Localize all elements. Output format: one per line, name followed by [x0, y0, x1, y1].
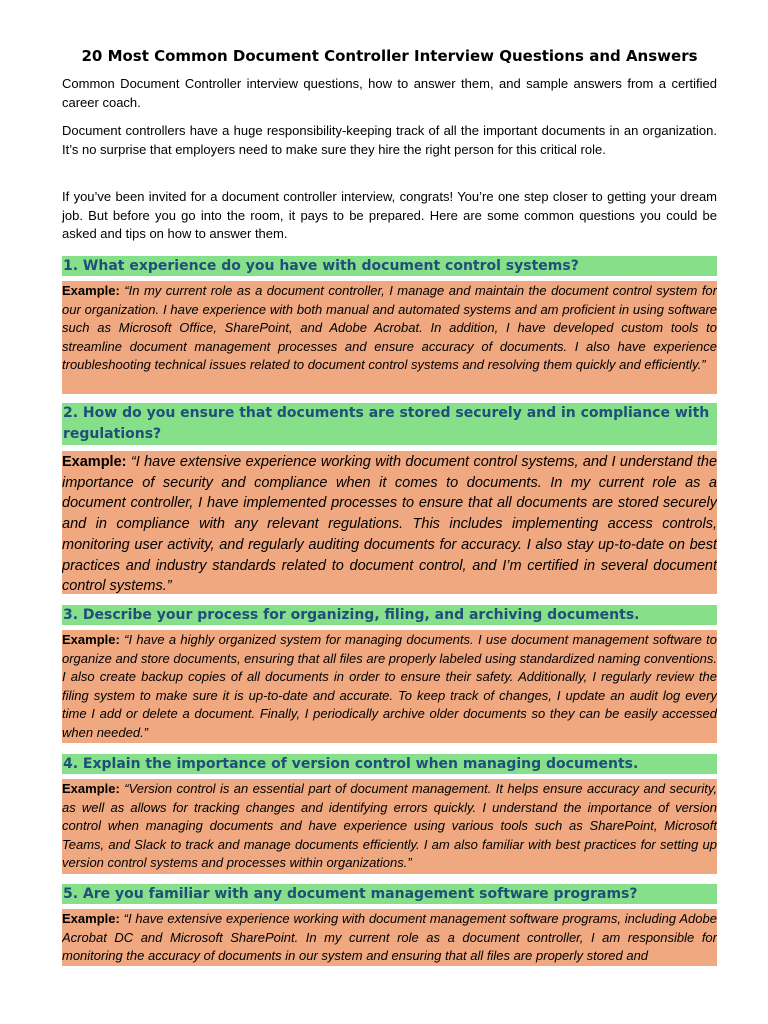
answer-text: “I have extensive experience working with document management software programs, including Adobe Acrobat DC and Microsoft SharePoint. In my current role as a document controller, I am responsible for monitoring the accuracy of documents in our system and ensuring that all files are properly stored and: [62, 911, 717, 964]
intro-paragraph-3: If you’ve been invited for a document controller interview, congrats! You’re one step closer to getting your dream job. But before you go into the room, it pays to be prepared. Here are some common questions you could be asked and tips on how to answer them.: [62, 189, 717, 241]
question-heading-1: 1. What experience do you have with document control systems?: [62, 256, 717, 276]
question-heading-3: 3. Describe your process for organizing, filing, and archiving documents.: [62, 605, 717, 625]
question-heading-5: 5. Are you familiar with any document management software programs?: [62, 884, 717, 904]
answer-text: “I have a highly organized system for managing documents. I use document management software to organize and store documents, ensuring that all files are properly labeled using standardized naming conventions. I also create backup copies of all documents in order to ensure their safety. Additionally, I regularly review the filing system to make sure it is up-to-date and accurate. To keep track of changes, I update an audit log every time I add or delete a document. Finally, I periodically archive older documents so they can be easily accessed when needed.”: [62, 632, 717, 740]
intro-paragraph-1: Common Document Controller interview questions, how to answer them, and sample answers from a certified career coach.: [62, 76, 717, 110]
answer-4: [62, 779, 717, 874]
answer-text: “Version control is an essential part of document management. It helps ensure accuracy and security, as well as allows for tracking changes and identifying errors quickly. I understand the importance of version control when managing documents and have experience using various tools such as SharePoint, Microsoft Teams, and Slack to track and manage documents efficiently. I am also familiar with best practices for setting up version control systems and processes within organizations.”: [62, 781, 717, 871]
question-heading-4: 4. Explain the importance of version control when managing documents.: [62, 754, 717, 774]
answer-1: [62, 281, 717, 394]
answer-3: [62, 630, 717, 743]
page-title: 20 Most Common Document Controller Interview Questions and Answers: [81, 47, 698, 66]
question-heading-2: 2. How do you ensure that documents are stored securely and in compliance with regulations?: [62, 403, 717, 445]
example-label: Example:: [62, 911, 120, 926]
example-label: Example:: [62, 632, 120, 647]
example-label: Example:: [62, 283, 120, 298]
intro-paragraph-2: Document controllers have a huge responsibility-keeping track of all the important documents in an organization. It’s no surprise that employers need to make sure they hire the right person for this critical role.: [62, 123, 717, 157]
answer-text: “In my current role as a document controller, I manage and maintain the document control system for our organization. I have experience with both manual and automated systems and am proficient in using software such as Microsoft Office, SharePoint, and Adobe Acrobat. In addition, I have developed custom tools to streamline document management processes and ensure accuracy of documents. I also have experience troubleshooting technical issues related to document control systems and resolving them quickly and efficiently.”: [62, 283, 717, 373]
answer-text: “I have extensive experience working with document control systems, and I understand the importance of security and compliance when it comes to documents. In my current role as a document controller, I have implemented processes to ensure that all documents are stored securely and in compliance with any relevant regulations. This includes implementing access controls, monitoring user activity, and regularly auditing documents for accuracy. I also stay up-to-date on best practices and industry standards related to document control, and I’m certified in several document control systems.”: [62, 454, 717, 594]
example-label: Example:: [62, 454, 127, 470]
answer-5: [62, 909, 717, 966]
example-label: Example:: [62, 781, 120, 796]
answer-2: [62, 451, 717, 594]
